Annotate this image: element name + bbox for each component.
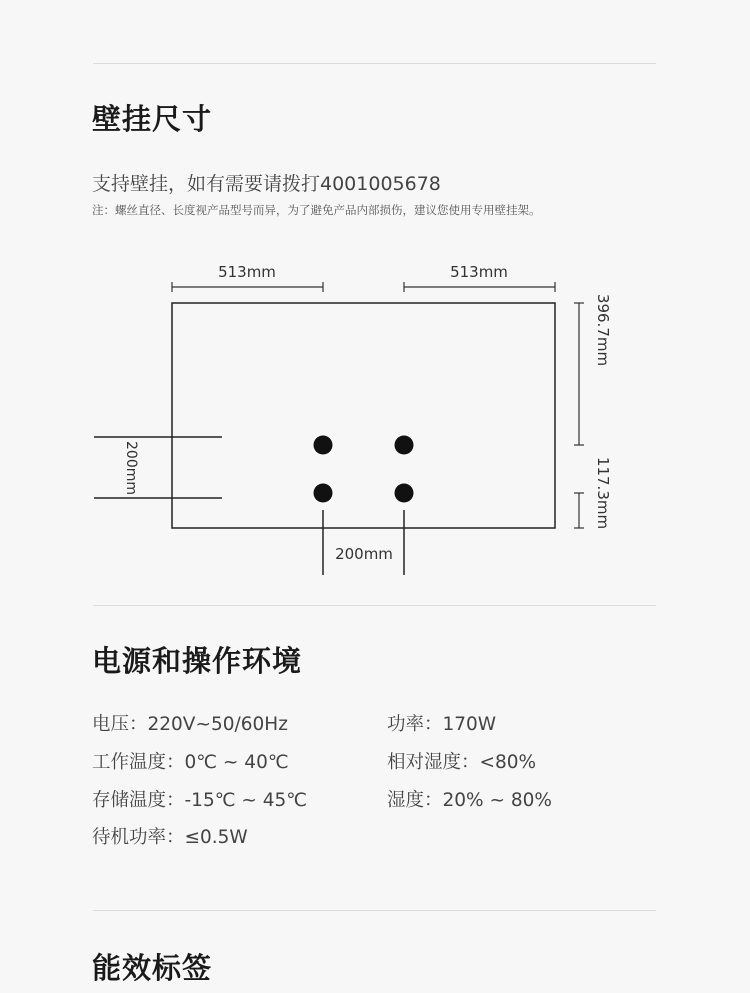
- bottom-spacing-label: 200mm: [335, 545, 393, 563]
- section-divider: [93, 910, 656, 911]
- spec-operating-temperature: 工作温度：0℃ ~ 40℃: [92, 752, 289, 773]
- right-upper-dimension: [574, 303, 584, 445]
- bottom-spacing-dimension: [323, 510, 404, 575]
- spec-standby-power: 待机功率：≤0.5W: [92, 827, 248, 848]
- right-upper-height-label: 396.7mm: [594, 293, 612, 367]
- spec-relative-humidity: 相对湿度：<80%: [387, 752, 537, 773]
- tv-outline: [172, 303, 555, 528]
- top-right-dimension: [404, 282, 555, 292]
- mount-hole: [314, 484, 333, 503]
- spec-storage-temperature: 存储温度：-15℃ ~ 45℃: [92, 790, 308, 811]
- spec-voltage: 电压：220V~50/60Hz: [92, 714, 288, 735]
- spec-power: 功率：170W: [387, 714, 497, 735]
- right-lower-height-label: 117.3mm: [594, 456, 612, 530]
- mount-hole: [314, 436, 333, 455]
- mount-hole: [395, 436, 414, 455]
- top-left-width-label: 513mm: [218, 263, 276, 281]
- section-divider: [93, 605, 656, 606]
- top-right-width-label: 513mm: [450, 263, 508, 281]
- energy-label-title: 能效标签: [92, 951, 213, 985]
- wall-mount-subtitle: 支持壁挂，如有需要请拨打4001005678: [92, 173, 441, 195]
- left-spacing-label: 200mm: [123, 441, 139, 495]
- right-lower-dimension: [574, 493, 584, 528]
- wall-mount-note: 注：螺丝直径、长度视产品型号而异，为了避免产品内部损伤，建议您使用专用壁挂架。: [92, 203, 541, 217]
- spec-storage-humidity: 湿度：20% ~ 80%: [387, 790, 553, 811]
- wall-mount-title: 壁挂尺寸: [92, 102, 213, 136]
- top-left-dimension: [172, 282, 323, 292]
- power-environment-title: 电源和操作环境: [92, 644, 303, 678]
- mount-hole: [395, 484, 414, 503]
- left-spacing-dimension: [94, 437, 222, 498]
